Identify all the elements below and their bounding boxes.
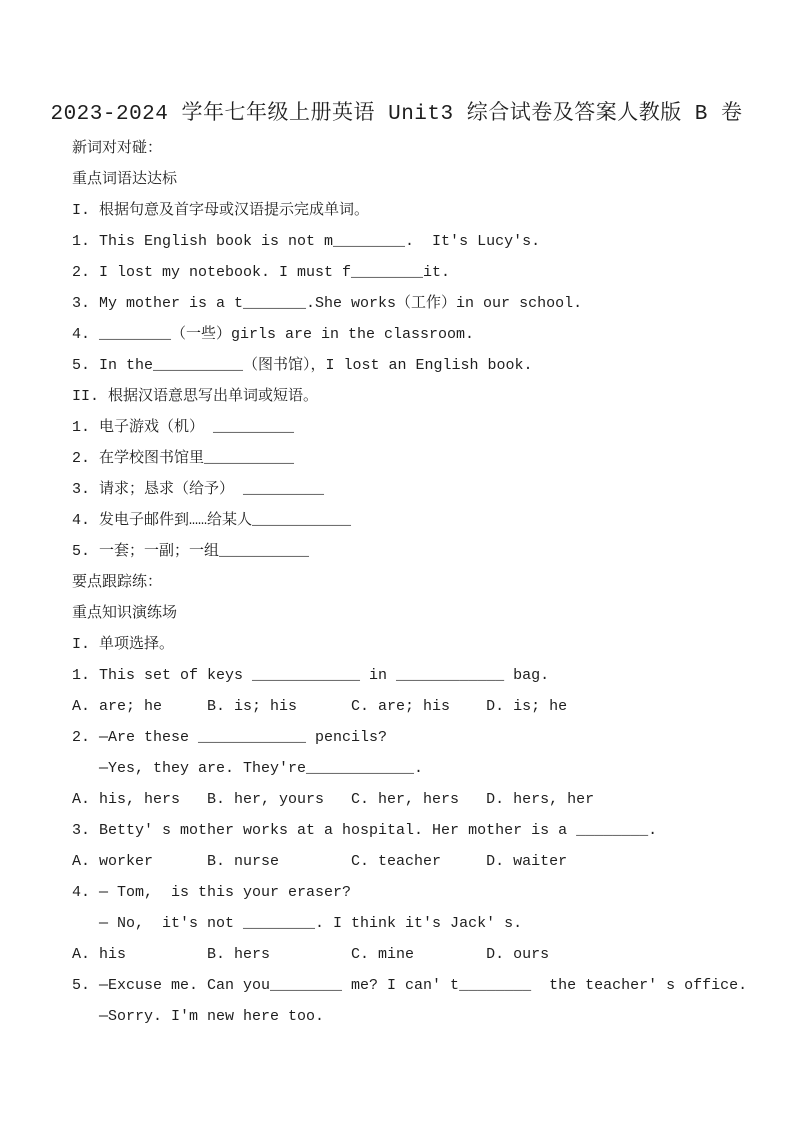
question-line: 2. I lost my notebook. I must f________it. — [72, 264, 451, 281]
options-line: A. are; he B. is; his C. are; his D. is; he — [72, 698, 568, 715]
section-heading: 重点词语达达标 — [72, 171, 178, 188]
question-line: 3. Betty' s mother works at a hospital. Her mother is a ________. — [72, 822, 658, 839]
page-title: 2023-2024 学年七年级上册英语 Unit3 综合试卷及答案人教版 B 卷 — [50, 103, 743, 126]
question-line: 2. —Are these ____________ pencils? — [72, 729, 388, 746]
question-line: 5. In the__________（图书馆），I lost an English book. — [72, 357, 533, 374]
section-heading: 新词对对碰： — [72, 140, 163, 157]
dialog-line: — No, it's not ________. I think it's Jack' s. — [72, 915, 523, 932]
question-line: 1. This English book is not m________. It's Lucy's. — [72, 233, 541, 250]
options-line: A. his, hers B. her, yours C. her, hers D. hers, her — [72, 791, 595, 808]
dialog-line: —Sorry. I'm new here too. — [72, 1008, 325, 1025]
section-heading: 重点知识演练场 — [72, 605, 178, 622]
question-line: 3. 请求；恳求（给予） _________ — [72, 481, 325, 498]
section-heading: II. 根据汉语意思写出单词或短语。 — [72, 388, 319, 405]
document-body — [72, 133, 793, 1032]
question-line: 1. 电子游戏（机） _________ — [72, 419, 295, 436]
section-heading: I. 单项选择。 — [72, 636, 175, 653]
question-line: 2. 在学校图书馆里__________ — [72, 450, 295, 467]
question-line: 1. This set of keys ____________ in ____________ bag. — [72, 667, 550, 684]
options-line: A. worker B. nurse C. teacher D. waiter — [72, 853, 568, 870]
question-line: 4. ________（一些）girls are in the classroom. — [72, 326, 475, 343]
question-line: 4. — Tom, is this your eraser? — [72, 884, 352, 901]
question-line: 5. 一套；一副；一组__________ — [72, 543, 310, 560]
question-line: 5. —Excuse me. Can you________ me? I can' t________ the teacher' s office. — [72, 977, 748, 994]
question-line: 4. 发电子邮件到……给某人___________ — [72, 512, 352, 529]
options-line: A. his B. hers C. mine D. ours — [72, 946, 550, 963]
section-heading: I. 根据句意及首字母或汉语提示完成单词。 — [72, 202, 370, 219]
question-line: 3. My mother is a t_______.She works（工作）in our school. — [72, 295, 583, 312]
dialog-line: —Yes, they are. They're____________. — [72, 760, 424, 777]
section-heading: 要点跟踪练： — [72, 574, 163, 591]
